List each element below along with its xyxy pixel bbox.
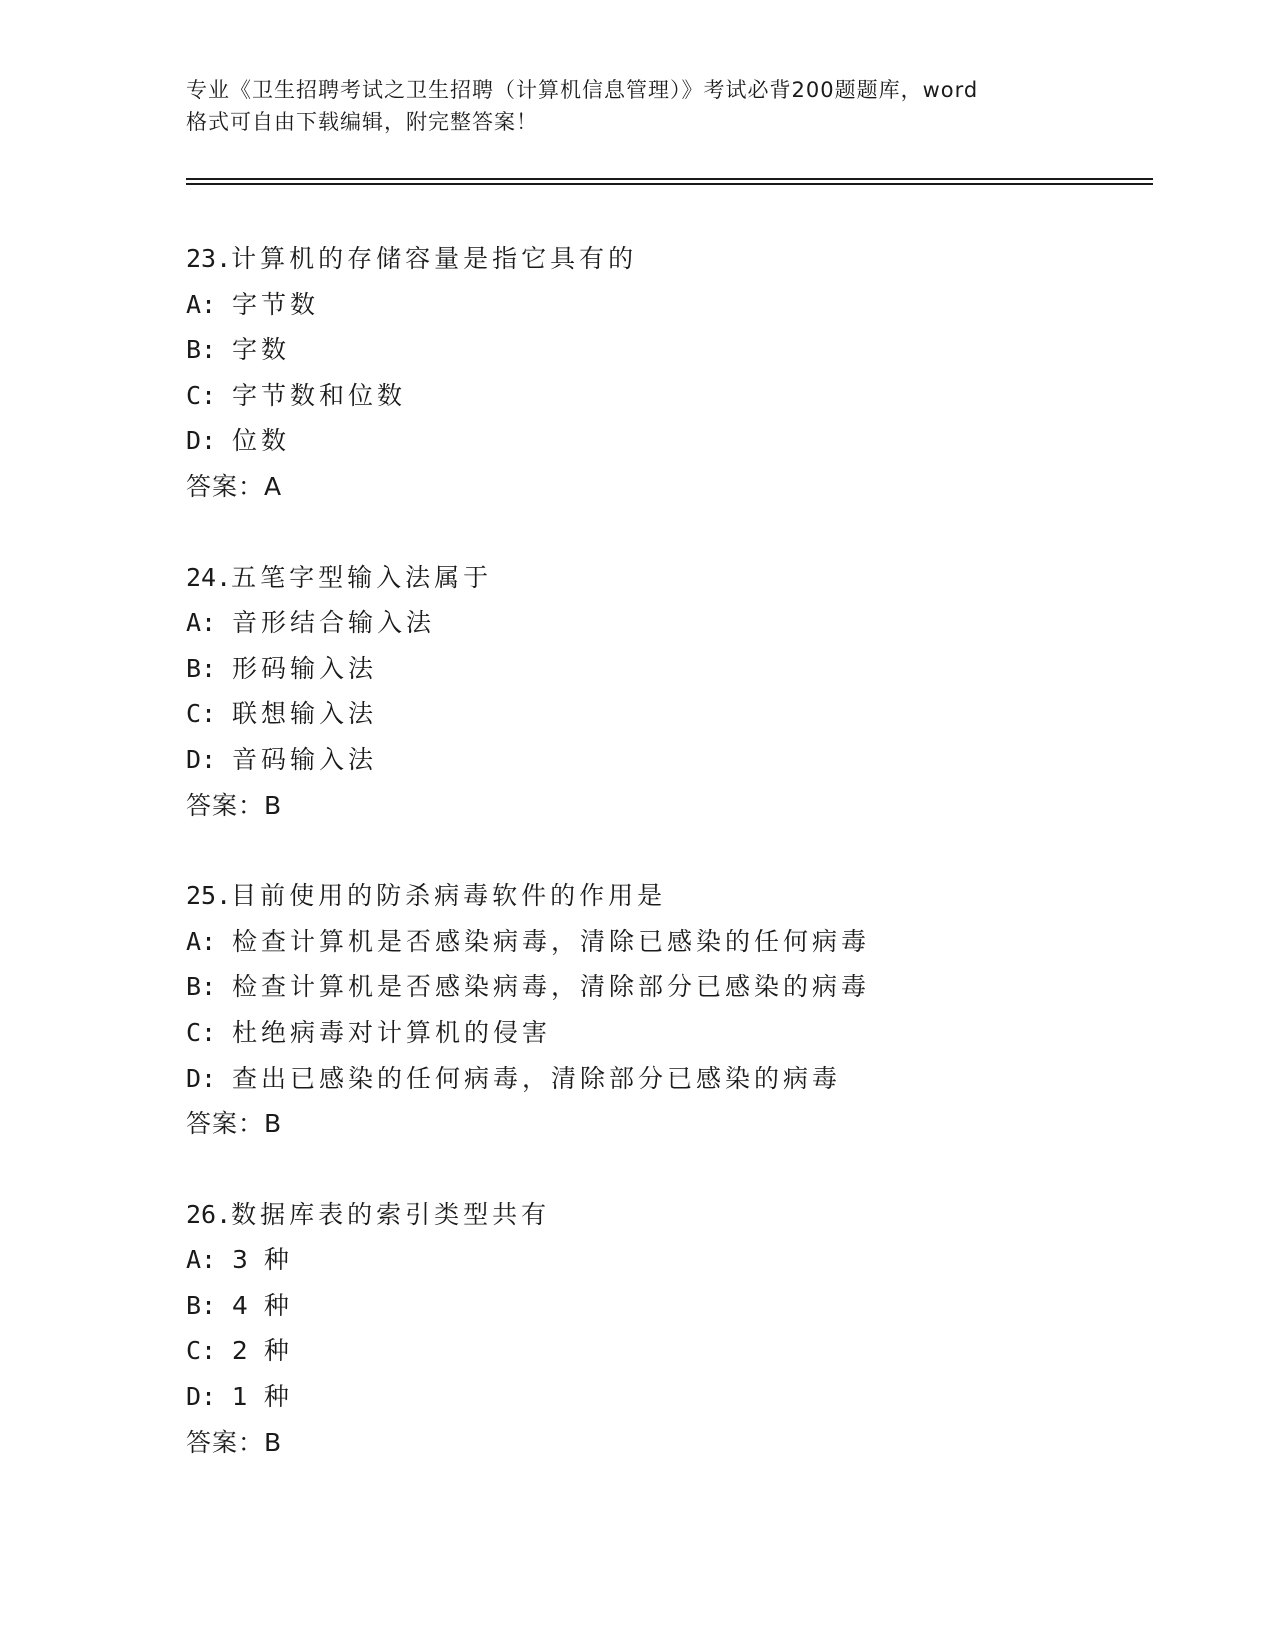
option-text: 1 种 (232, 1382, 293, 1412)
option-text: 字节数 (232, 289, 320, 319)
option-text: 4 种 (232, 1290, 293, 1320)
option-a (186, 1237, 1166, 1283)
option-text: 联想输入法 (232, 699, 378, 729)
option-label: C: (186, 699, 217, 729)
option-c (186, 1010, 1166, 1056)
option-label: A: (186, 289, 217, 319)
question-stem (186, 555, 1166, 601)
option-b (186, 327, 1166, 373)
question-26 (186, 1192, 1166, 1466)
option-text: 检查计算机是否感染病毒，清除部分已感染的病毒 (232, 972, 871, 1002)
option-label: D: (186, 1063, 217, 1093)
document-header (186, 74, 1086, 138)
option-text: 3 种 (232, 1245, 293, 1275)
question-25 (186, 873, 1166, 1147)
option-text: 杜绝病毒对计算机的侵害 (232, 1017, 552, 1047)
question-number: 23. (186, 244, 232, 273)
option-c (186, 1328, 1166, 1374)
option-b (186, 964, 1166, 1010)
option-label: D: (186, 426, 217, 456)
option-text: 位数 (232, 426, 291, 456)
option-d (186, 418, 1166, 464)
question-stem (186, 236, 1166, 282)
question-text: 数据库表的索引类型共有 (231, 1199, 551, 1229)
option-d (186, 1056, 1166, 1102)
question-stem (186, 873, 1166, 919)
option-d (186, 737, 1166, 783)
option-text: 查出已感染的任何病毒，清除部分已感染的病毒 (232, 1063, 842, 1093)
option-label: B: (186, 335, 217, 365)
option-text: 2 种 (232, 1336, 293, 1366)
option-text: 字节数和位数 (232, 380, 407, 410)
option-text: 检查计算机是否感染病毒，清除已感染的任何病毒 (232, 926, 871, 956)
question-23 (186, 236, 1166, 510)
option-b (186, 1283, 1166, 1329)
option-a (186, 919, 1166, 965)
option-b (186, 646, 1166, 692)
option-text: 音形结合输入法 (232, 608, 436, 638)
question-text: 目前使用的防杀病毒软件的作用是 (231, 881, 667, 911)
question-text: 计算机的存储容量是指它具有的 (231, 244, 638, 273)
header-line-2: 格式可自由下载编辑，附完整答案！ (186, 110, 538, 134)
question-stem (186, 1192, 1166, 1238)
option-label: C: (186, 1336, 217, 1366)
option-text: 音码输入法 (232, 744, 378, 774)
header-line-1: 专业《卫生招聘考试之卫生招聘（计算机信息管理）》考试必背200题题库，word (186, 78, 979, 102)
option-c (186, 691, 1166, 737)
question-number: 26. (186, 1199, 232, 1229)
header-divider-bottom (186, 183, 1153, 185)
option-text: 形码输入法 (232, 653, 378, 683)
question-number: 25. (186, 881, 232, 911)
answer-line: 答案：B (186, 790, 283, 820)
option-a (186, 600, 1166, 646)
answer-line: 答案：B (186, 1109, 283, 1139)
option-label: B: (186, 653, 217, 683)
answer-line: 答案：B (186, 1427, 283, 1457)
option-c (186, 373, 1166, 419)
answer-line: 答案：A (186, 471, 283, 501)
question-text: 五笔字型输入法属于 (231, 562, 493, 592)
option-label: C: (186, 380, 217, 410)
option-d (186, 1374, 1166, 1420)
question-number: 24. (186, 562, 232, 592)
question-24 (186, 555, 1166, 829)
option-label: C: (186, 1017, 217, 1047)
option-label: B: (186, 1290, 217, 1320)
option-label: A: (186, 926, 217, 956)
option-label: B: (186, 972, 217, 1002)
question-list (186, 236, 1166, 1510)
option-text: 字数 (232, 335, 291, 365)
header-divider-top (186, 178, 1153, 180)
option-label: D: (186, 744, 217, 774)
option-label: A: (186, 608, 217, 638)
option-label: A: (186, 1245, 217, 1275)
option-label: D: (186, 1382, 217, 1412)
option-a (186, 282, 1166, 328)
